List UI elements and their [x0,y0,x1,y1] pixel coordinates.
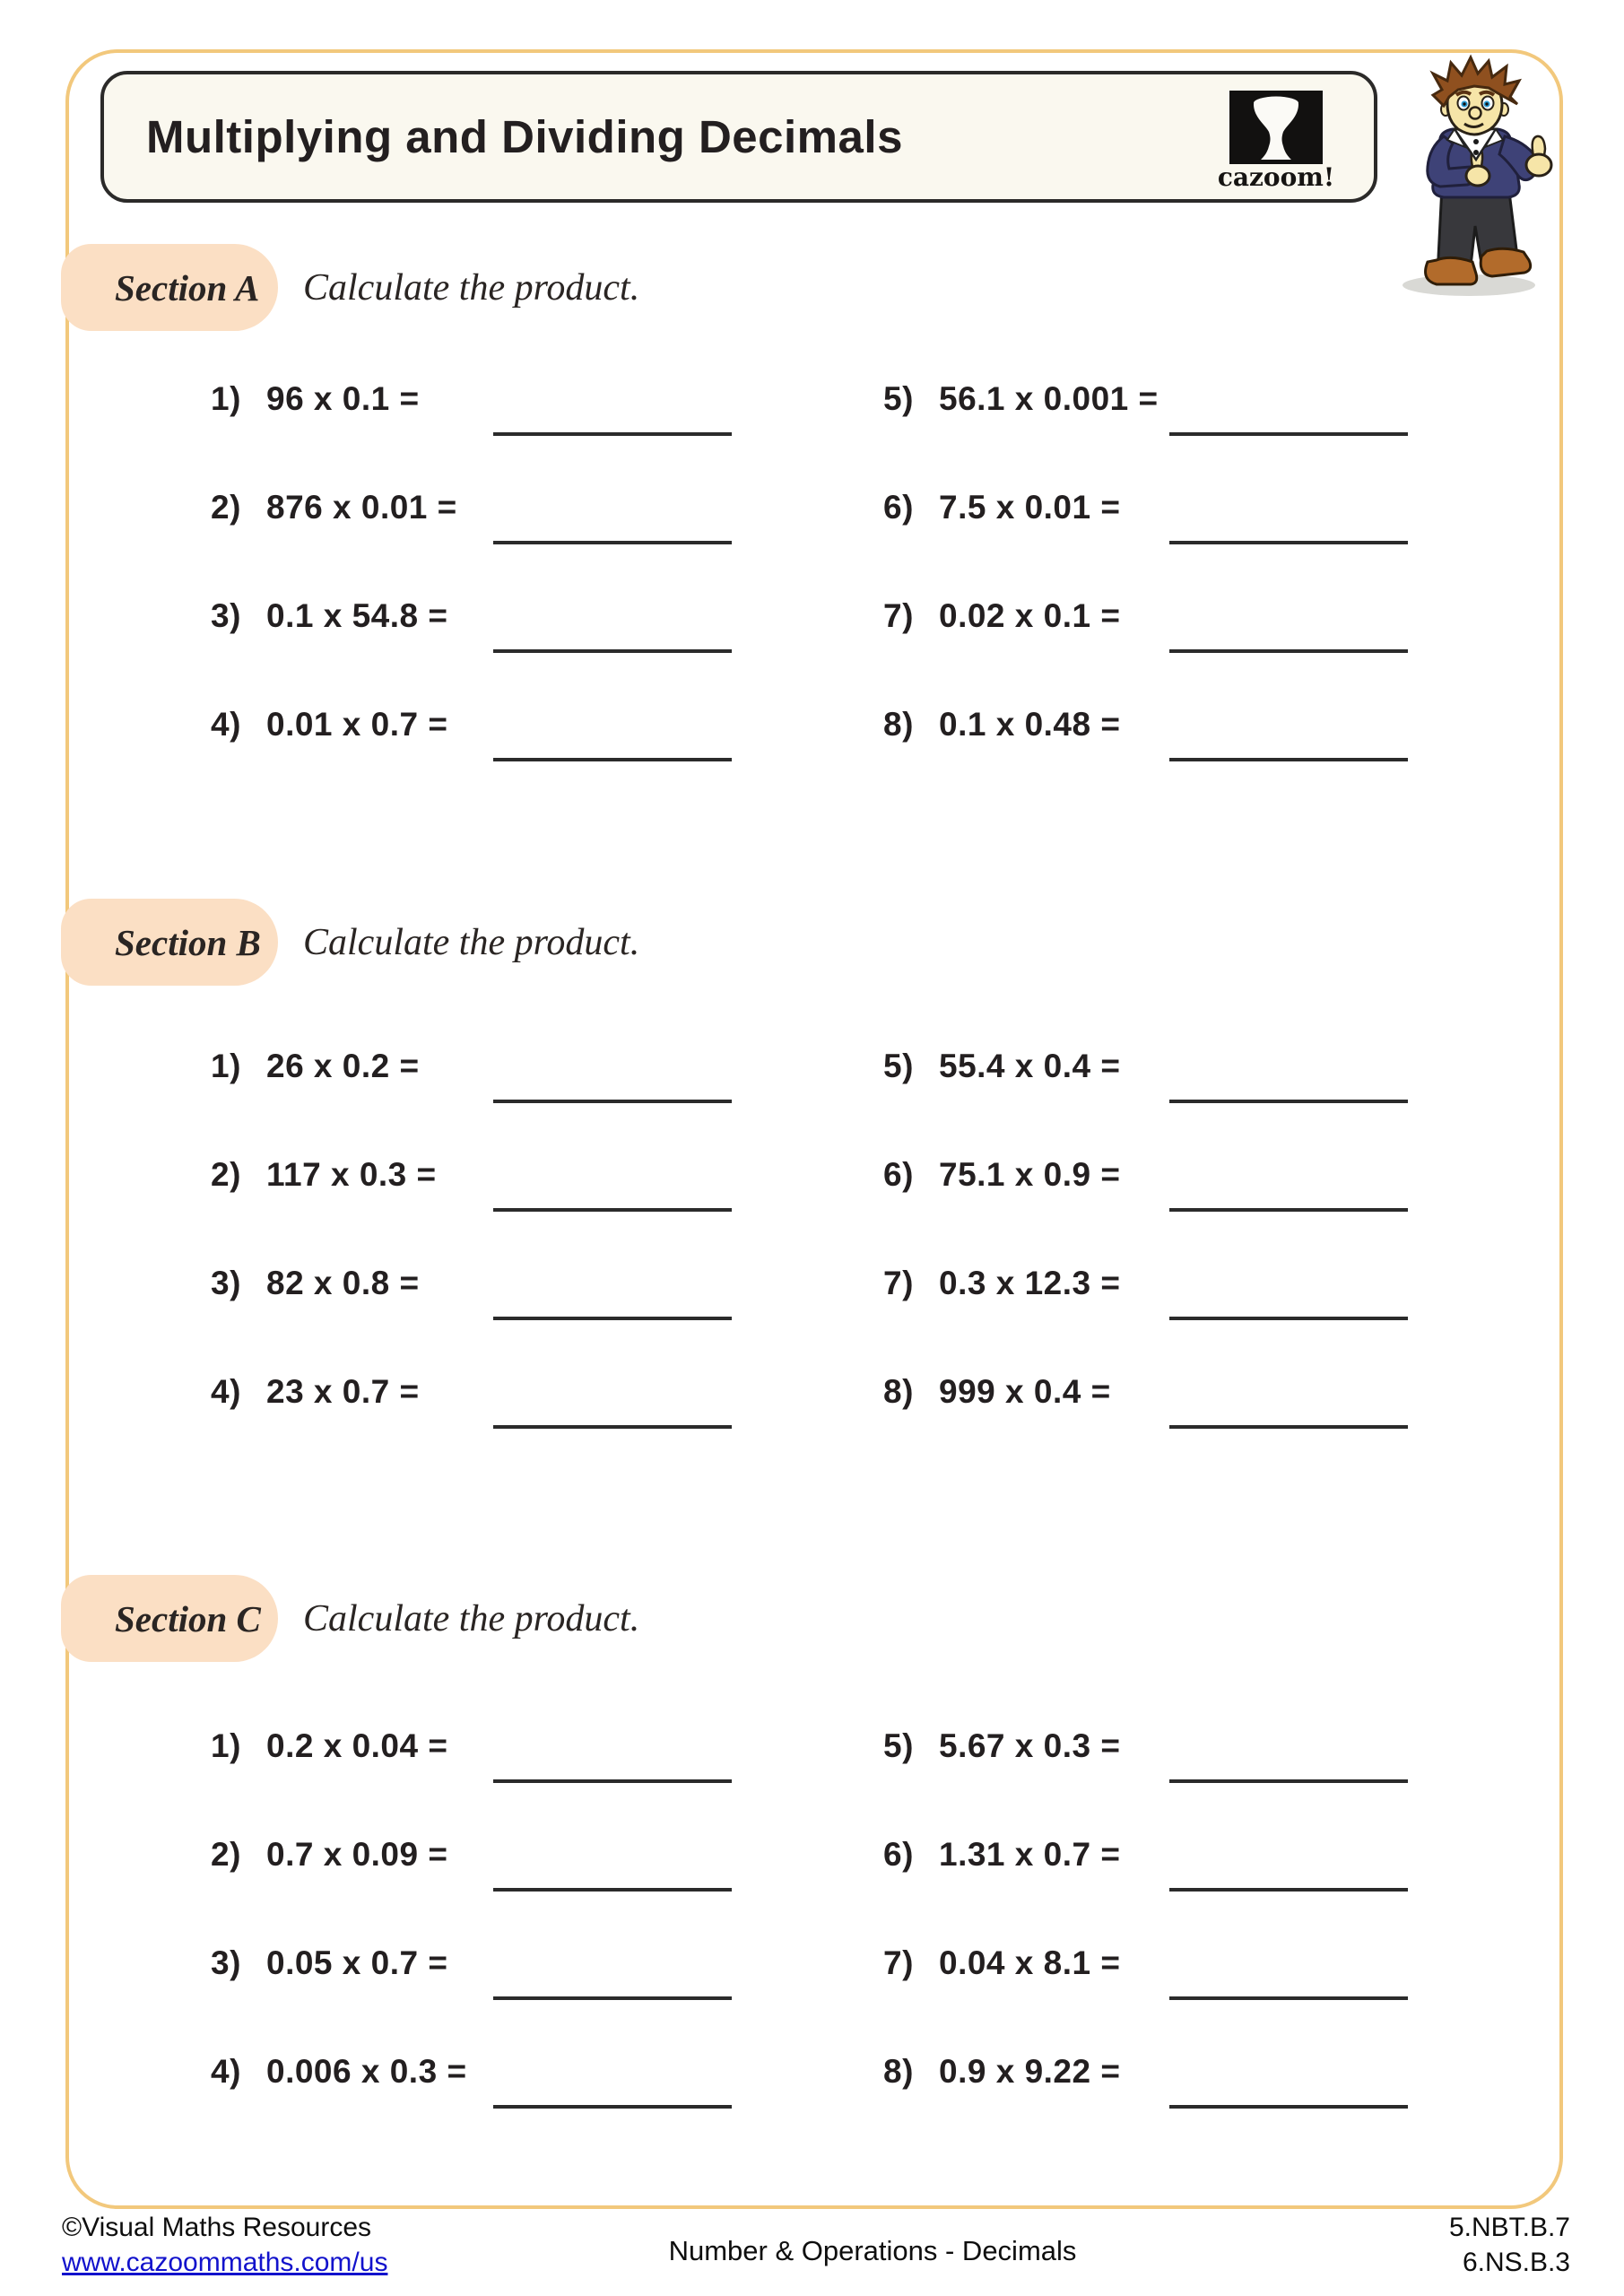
answer-blank [1169,2105,1408,2109]
cazoom-logo [1212,91,1340,192]
problem-b8 [883,1373,1408,1482]
section-b-header [61,899,278,986]
problem-a6 [883,489,1408,597]
section-c-label: Section C [115,1597,261,1639]
problem-c7 [883,1944,1408,2053]
answer-blank [1169,1317,1408,1320]
problem-b2 [211,1156,732,1265]
problem-number: 6) [883,489,914,526]
problem-number: 8) [883,706,914,743]
problem-a7 [883,597,1408,706]
footer-topic: Number & Operations - Decimals [668,2235,1077,2266]
problem-number: 3) [211,1944,241,1981]
answer-blank [493,1425,732,1429]
problem-a5 [883,380,1408,489]
page-title: Multiplying and Dividing Decimals [146,111,903,162]
problem-c4 [211,2053,732,2161]
problem-number: 8) [883,1373,914,1410]
problem-number: 2) [211,1836,241,1873]
answer-blank [493,1100,732,1103]
cartoon-boy-mascot [1388,54,1564,301]
section-a-header [61,244,278,331]
problem-expression: 0.3 x 12.3 = [939,1265,1121,1301]
problem-expression: 0.02 x 0.1 = [939,597,1121,634]
problem-c8 [883,2053,1408,2161]
problem-expression: 75.1 x 0.9 = [939,1156,1121,1193]
problem-number: 1) [211,380,241,417]
answer-blank [1169,1996,1408,2000]
section-a-instruction: Calculate the product. [303,267,640,309]
problem-number: 4) [211,2053,241,2090]
problem-a4 [211,706,732,814]
answer-blank [493,758,732,761]
problem-expression: 0.006 x 0.3 = [266,2053,467,2090]
answer-blank [493,1317,732,1320]
problem-b4 [211,1373,732,1482]
problem-b1 [211,1048,732,1156]
problem-c5 [883,1727,1408,1836]
problem-expression: 876 x 0.01 = [266,489,457,526]
section-c-problems [211,1727,1408,2161]
problem-number: 3) [211,597,241,634]
answer-blank [493,1208,732,1212]
problem-a3 [211,597,732,706]
problem-number: 1) [211,1048,241,1084]
problem-expression: 55.4 x 0.4 = [939,1048,1121,1084]
answer-blank [1169,758,1408,761]
problem-number: 7) [883,597,914,634]
djembe-drum-icon [1229,91,1323,164]
problem-number: 6) [883,1836,914,1873]
problem-expression: 26 x 0.2 = [266,1048,420,1084]
problem-number: 2) [211,1156,241,1193]
problem-c1 [211,1727,732,1836]
problem-number: 3) [211,1265,241,1301]
problem-number: 2) [211,489,241,526]
problem-expression: 82 x 0.8 = [266,1265,420,1301]
problem-expression: 0.01 x 0.7 = [266,706,448,743]
problem-number: 7) [883,1944,914,1981]
section-c-instruction: Calculate the product. [303,1598,640,1639]
problem-a8 [883,706,1408,814]
answer-blank [493,1996,732,2000]
footer-credits [62,2210,387,2280]
section-a-label: Section A [115,266,260,309]
footer-standards [1449,2210,1570,2280]
answer-blank [493,1779,732,1783]
problem-expression: 23 x 0.7 = [266,1373,420,1410]
copyright-text: ©Visual Maths Resources [62,2213,372,2242]
problem-a2 [211,489,732,597]
problem-expression: 0.1 x 0.48 = [939,706,1121,743]
standard-code: 5.NBT.B.7 [1448,2213,1570,2242]
answer-blank [1169,1100,1408,1103]
problem-b5 [883,1048,1408,1156]
answer-blank [493,649,732,653]
problem-b3 [211,1265,732,1373]
problem-b6 [883,1156,1408,1265]
problem-expression: 96 x 0.1 = [266,380,420,417]
problem-c2 [211,1836,732,1944]
problem-expression: 0.7 x 0.09 = [266,1836,448,1873]
problem-expression: 0.04 x 8.1 = [939,1944,1121,1981]
section-b-problems [211,1048,1408,1482]
problem-expression: 0.1 x 54.8 = [266,597,448,634]
problem-number: 5) [883,1727,914,1764]
section-b-instruction: Calculate the product. [303,922,640,963]
section-b-label: Section B [115,921,261,963]
problem-expression: 0.05 x 0.7 = [266,1944,448,1981]
answer-blank [1169,1888,1408,1892]
answer-blank [1169,1425,1408,1429]
problem-c3 [211,1944,732,2053]
problem-number: 5) [883,1048,914,1084]
problem-b7 [883,1265,1408,1373]
problem-number: 7) [883,1265,914,1301]
answer-blank [493,432,732,436]
problem-expression: 0.9 x 9.22 = [939,2053,1121,2090]
section-c-header [61,1575,278,1662]
problem-expression: 999 x 0.4 = [939,1373,1111,1410]
answer-blank [493,2105,732,2109]
problem-expression: 1.31 x 0.7 = [939,1836,1121,1873]
cazoom-logo-text: cazoom! [1217,162,1335,192]
problem-number: 4) [211,1373,241,1410]
answer-blank [1169,1779,1408,1783]
problem-number: 4) [211,706,241,743]
problem-expression: 0.2 x 0.04 = [266,1727,448,1764]
problem-number: 6) [883,1156,914,1193]
answer-blank [1169,432,1408,436]
answer-blank [493,541,732,544]
problem-expression: 117 x 0.3 = [266,1156,437,1193]
problem-expression: 7.5 x 0.01 = [939,489,1121,526]
problem-expression: 56.1 x 0.001 = [939,380,1159,417]
answer-blank [1169,649,1408,653]
answer-blank [493,1888,732,1892]
website-link[interactable]: www.cazoommaths.com/us [62,2248,388,2277]
section-a-problems [211,380,1408,814]
standard-code: 6.NS.B.3 [1462,2248,1570,2277]
title-box [100,71,1377,203]
problem-c6 [883,1836,1408,1944]
problem-number: 5) [883,380,914,417]
problem-number: 8) [883,2053,914,2090]
problem-number: 1) [211,1727,241,1764]
answer-blank [1169,541,1408,544]
problem-a1 [211,380,732,489]
problem-expression: 5.67 x 0.3 = [939,1727,1121,1764]
answer-blank [1169,1208,1408,1212]
